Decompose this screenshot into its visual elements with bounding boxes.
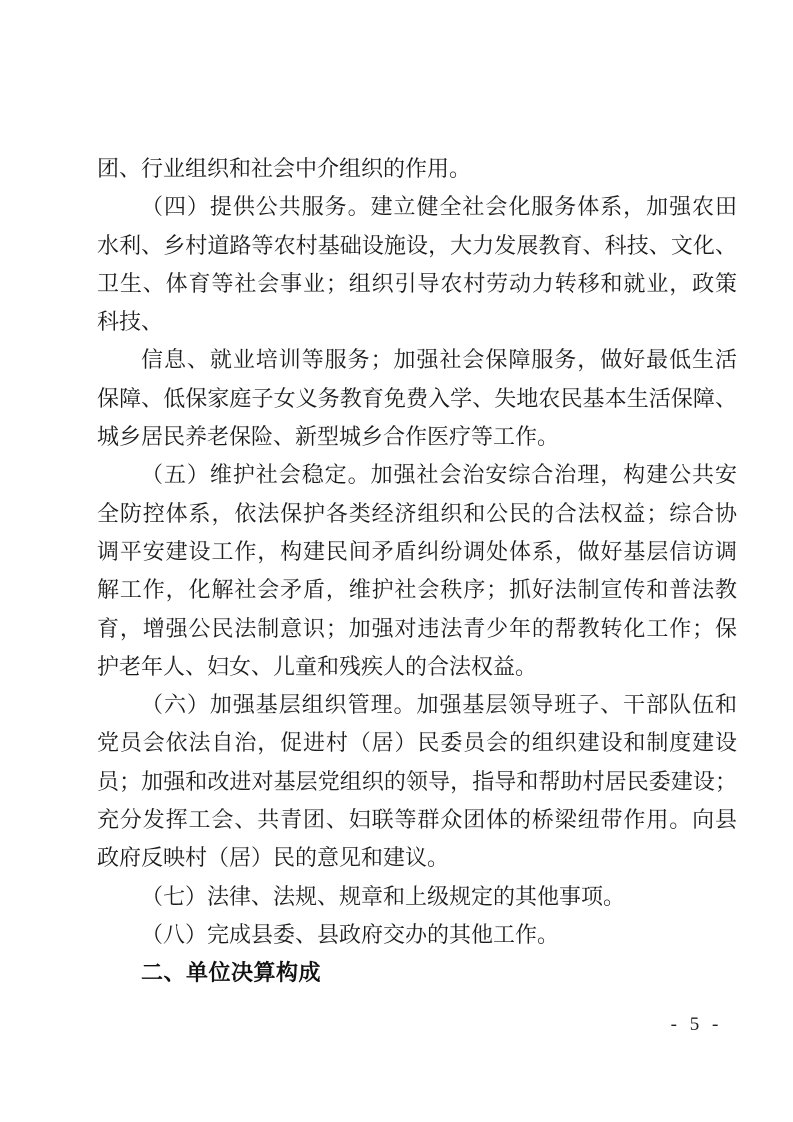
text-line: （四）提供公共服务。建立健全社会化服务体系，加强农田 xyxy=(141,194,737,220)
text-line: 调平安建设工作，构建民间矛盾纠纷调处体系，做好基层信访调 xyxy=(97,538,737,564)
text-line: 信息、就业培训等服务；加强社会保障服务，做好最低生活 xyxy=(141,347,737,373)
text-line: 全防控体系，依法保护各类经济组织和公民的合法权益；综合协 xyxy=(97,500,737,526)
text-line: 员；加强和改进对基层党组织的领导，指导和帮助村居民委建设； xyxy=(97,768,737,794)
text-line: 政府反映村（居）民的意见和建议。 xyxy=(97,845,450,871)
text-line: （七）法律、法规、规章和上级规定的其他事项。 xyxy=(141,883,626,909)
text-line: 科技、 xyxy=(97,309,164,335)
page-number: - 5 - xyxy=(670,1014,720,1035)
text-line: 城乡居民养老保险、新型城乡合作医疗等工作。 xyxy=(97,424,560,450)
text-line: 育，增强公民法制意识；加强对违法青少年的帮教转化工作；保 xyxy=(97,615,737,641)
text-line: 团、行业组织和社会中介组织的作用。 xyxy=(97,156,472,181)
section-heading: 二、单位决算构成 xyxy=(141,960,322,986)
text-line: 解工作，化解社会矛盾，维护社会秩序；抓好法制宣传和普法教 xyxy=(97,577,737,603)
text-line: 充分发挥工会、共青团、妇联等群众团体的桥梁纽带作用。向县 xyxy=(97,807,737,833)
text-line: 保障、低保家庭子女义务教育免费入学、失地农民基本生活保障、 xyxy=(97,385,737,411)
text-line: 护老年人、妇女、儿童和残疾人的合法权益。 xyxy=(97,653,538,679)
text-line: 党员会依法自治，促进村（居）民委员会的组织建设和制度建设 xyxy=(97,730,737,756)
document-body xyxy=(97,150,737,993)
text-line: （八）完成县委、县政府交办的其他工作。 xyxy=(141,921,560,947)
text-line: （六）加强基层组织管理。加强基层领导班子、干部队伍和 xyxy=(141,692,737,718)
text-line: 卫生、体育等社会事业；组织引导农村劳动力转移和就业，政策 xyxy=(97,270,737,296)
text-line: （五）维护社会稳定。加强社会治安综合治理，构建公共安 xyxy=(141,462,737,488)
text-line: 水利、乡村道路等农村基础设施设，大力发展教育、科技、文化、 xyxy=(97,232,737,258)
